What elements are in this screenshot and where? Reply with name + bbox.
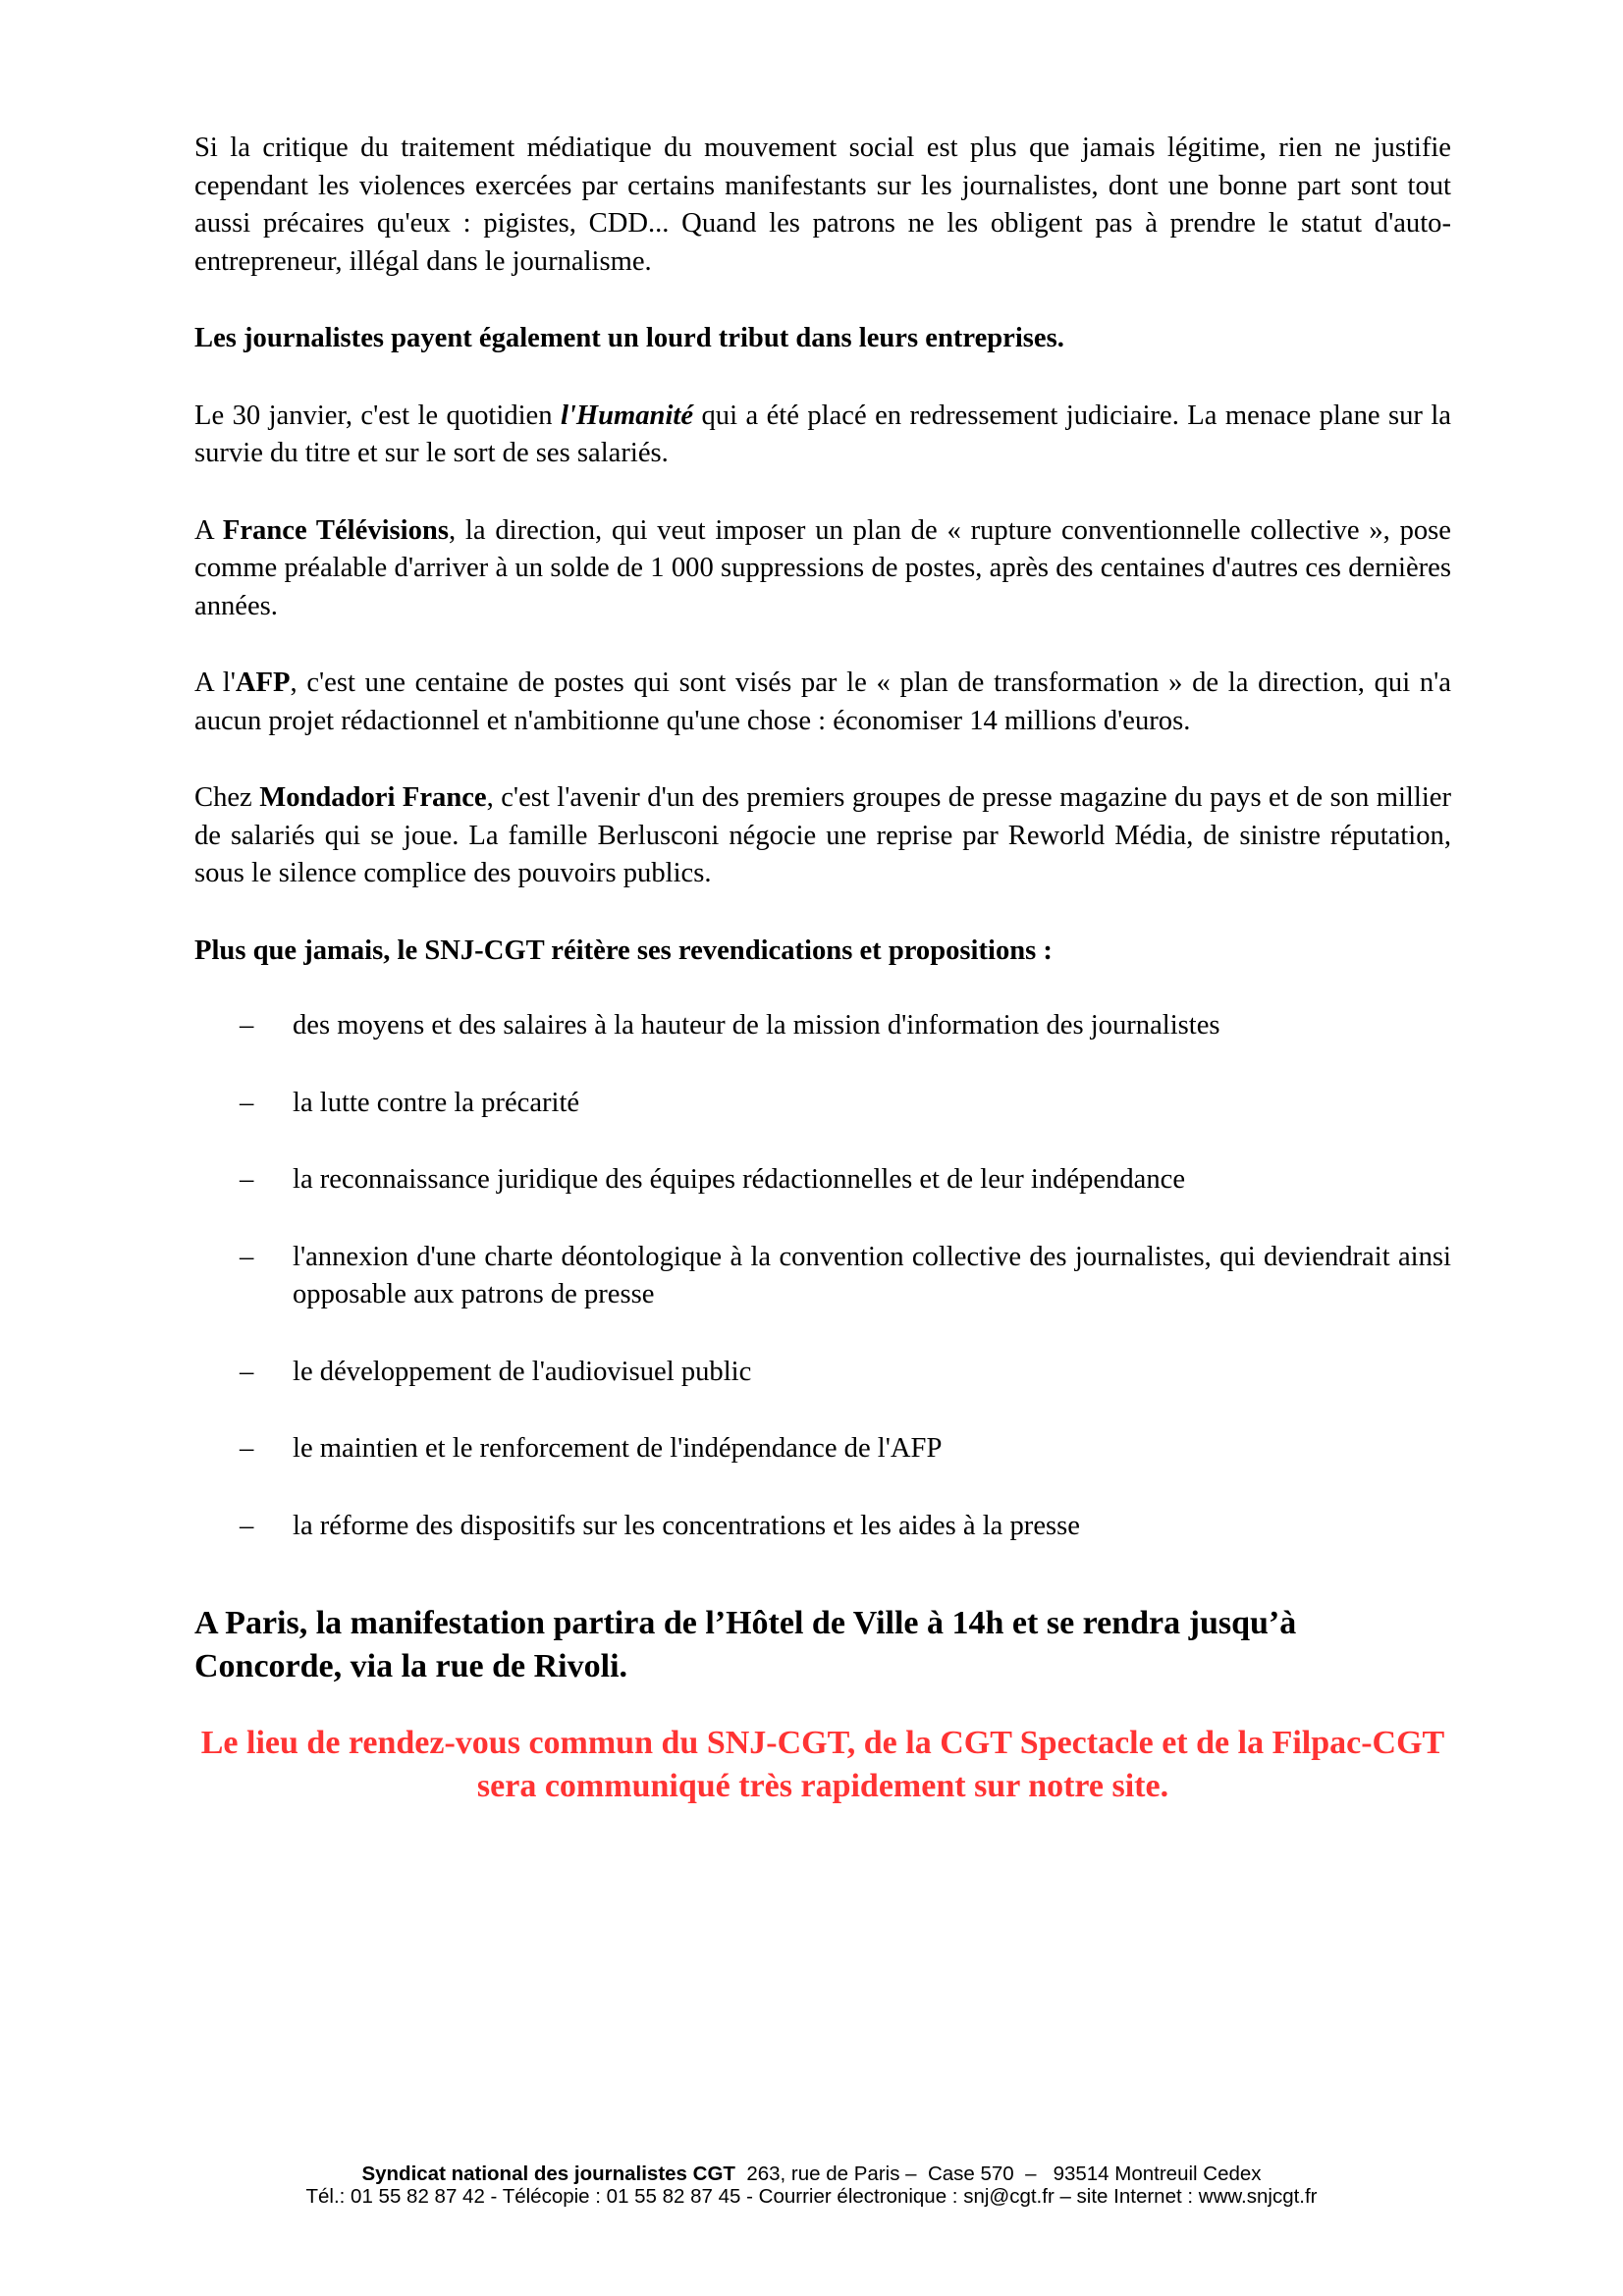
france-tv-text-before: A <box>194 514 223 546</box>
france-tv-name: France Télévisions <box>222 514 449 546</box>
demand-item <box>194 1430 1451 1468</box>
demands-heading: Plus que jamais, le SNJ-CGT réitère ses revendications et propositions : <box>194 934 1053 966</box>
enterprises-heading: Les journalistes payent également un lourd tribut dans leurs entreprises. <box>194 323 1064 353</box>
footer-contact-line: Tél.: 01 55 82 87 42 - Télécopie : 01 55 82 87 45 - Courrier électronique : snj@cgt.fr – site Internet : www.snjcgt.fr <box>305 2185 1318 2208</box>
dash-bullet-icon: – <box>240 1241 254 1272</box>
afp-name: AFP <box>235 667 291 698</box>
france-tv-text-after: , la direction, qui veut imposer un plan de « rupture conventionnelle collective », pose comme préalable d'arriver à un solde de 1 000 suppressions de postes, après des centaines d'autres ces dernières années. <box>194 514 1451 621</box>
demand-item <box>194 1239 1451 1314</box>
demand-item <box>194 1085 1451 1123</box>
footer-org-name: Syndicat national des journalistes CGT <box>361 2163 735 2185</box>
demand-item <box>194 1161 1451 1200</box>
dash-bullet-icon: – <box>240 1510 254 1541</box>
demand-item <box>194 1508 1451 1546</box>
footer <box>0 2163 1623 2208</box>
mondadori-name: Mondadori France <box>259 782 487 813</box>
humanite-text-before: Le 30 janvier, c'est le quotidien <box>194 400 561 431</box>
demand-item <box>194 1354 1451 1392</box>
dash-bullet-icon: – <box>240 1010 254 1041</box>
mondadori-paragraph <box>194 779 1451 893</box>
mondadori-text-before: Chez <box>194 782 260 813</box>
mondadori-text-after: , c'est l'avenir d'un des premiers groupes de presse magazine du pays et de son millier de salariés qui se joue. La famille Berlusconi négocie une reprise par Reworld Média, de sinistre réputation, sous le silence complice des pouvoirs publics. <box>194 782 1451 888</box>
dash-bullet-icon: – <box>240 1164 254 1195</box>
meeting-point-notice: Le lieu de rendez-vous commun du SNJ-CGT, de la CGT Spectacle et de la Filpac-CGT sera communiqué très rapidement sur notre site. <box>200 1725 1445 1804</box>
france-tv-paragraph <box>194 512 1451 626</box>
demand-text: la reconnaissance juridique des équipes rédactionnelles et de leur indépendance <box>293 1164 1186 1195</box>
afp-text-before: A l' <box>194 667 236 698</box>
demand-text: la réforme des dispositifs sur les concentrations et les aides à la presse <box>293 1510 1080 1541</box>
demand-text: l'annexion d'une charte déontologique à la convention collective des journalistes, qui deviendrait ainsi opposable aux patrons de presse <box>293 1241 1451 1309</box>
footer-address-line <box>0 2163 1623 2185</box>
demand-text: la lutte contre la précarité <box>293 1087 580 1118</box>
demand-item <box>194 1007 1451 1045</box>
demands-list <box>194 1007 1451 1545</box>
dash-bullet-icon: – <box>240 1087 254 1118</box>
humanite-paragraph <box>194 398 1451 473</box>
document-page <box>194 130 1451 1808</box>
paris-march-announcement: A Paris, la manifestation partira de l’Hôtel de Ville à 14h et se rendra jusqu’à Concorde, via la rue de Rivoli. <box>194 1605 1297 1684</box>
demand-text: le développement de l'audiovisuel public <box>293 1356 752 1387</box>
dash-bullet-icon: – <box>240 1433 254 1464</box>
humanite-text-after: qui a été placé en redressement judiciaire. La menace plane sur la survie du titre et sur le sort de ses salariés. <box>194 400 1451 468</box>
intro-paragraph: Si la critique du traitement médiatique du mouvement social est plus que jamais légitime, rien ne justifie cependant les violences exercées par certains manifestants sur les journalistes, dont une bonne part sont tout aussi précaires qu'eux : pigistes, CDD... Quand les patrons ne les obligent pas à prendre le statut d'auto-entrepreneur, illégal dans le journalisme. <box>194 133 1451 277</box>
demand-text: le maintien et le renforcement de l'indépendance de l'AFP <box>293 1433 943 1464</box>
afp-text-after: , c'est une centaine de postes qui sont visés par le « plan de transformation » de la direction, qui n'a aucun projet rédactionnel et n'ambitionne qu'une chose : économiser 14 millions d'euros. <box>194 667 1451 736</box>
dash-bullet-icon: – <box>240 1356 254 1387</box>
humanite-title: l'Humanité <box>560 400 694 431</box>
demand-text: des moyens et des salaires à la hauteur de la mission d'information des journalistes <box>293 1010 1220 1041</box>
afp-paragraph <box>194 665 1451 740</box>
footer-address: 263, rue de Paris – Case 570 – 93514 Montreuil Cedex <box>734 2163 1262 2185</box>
